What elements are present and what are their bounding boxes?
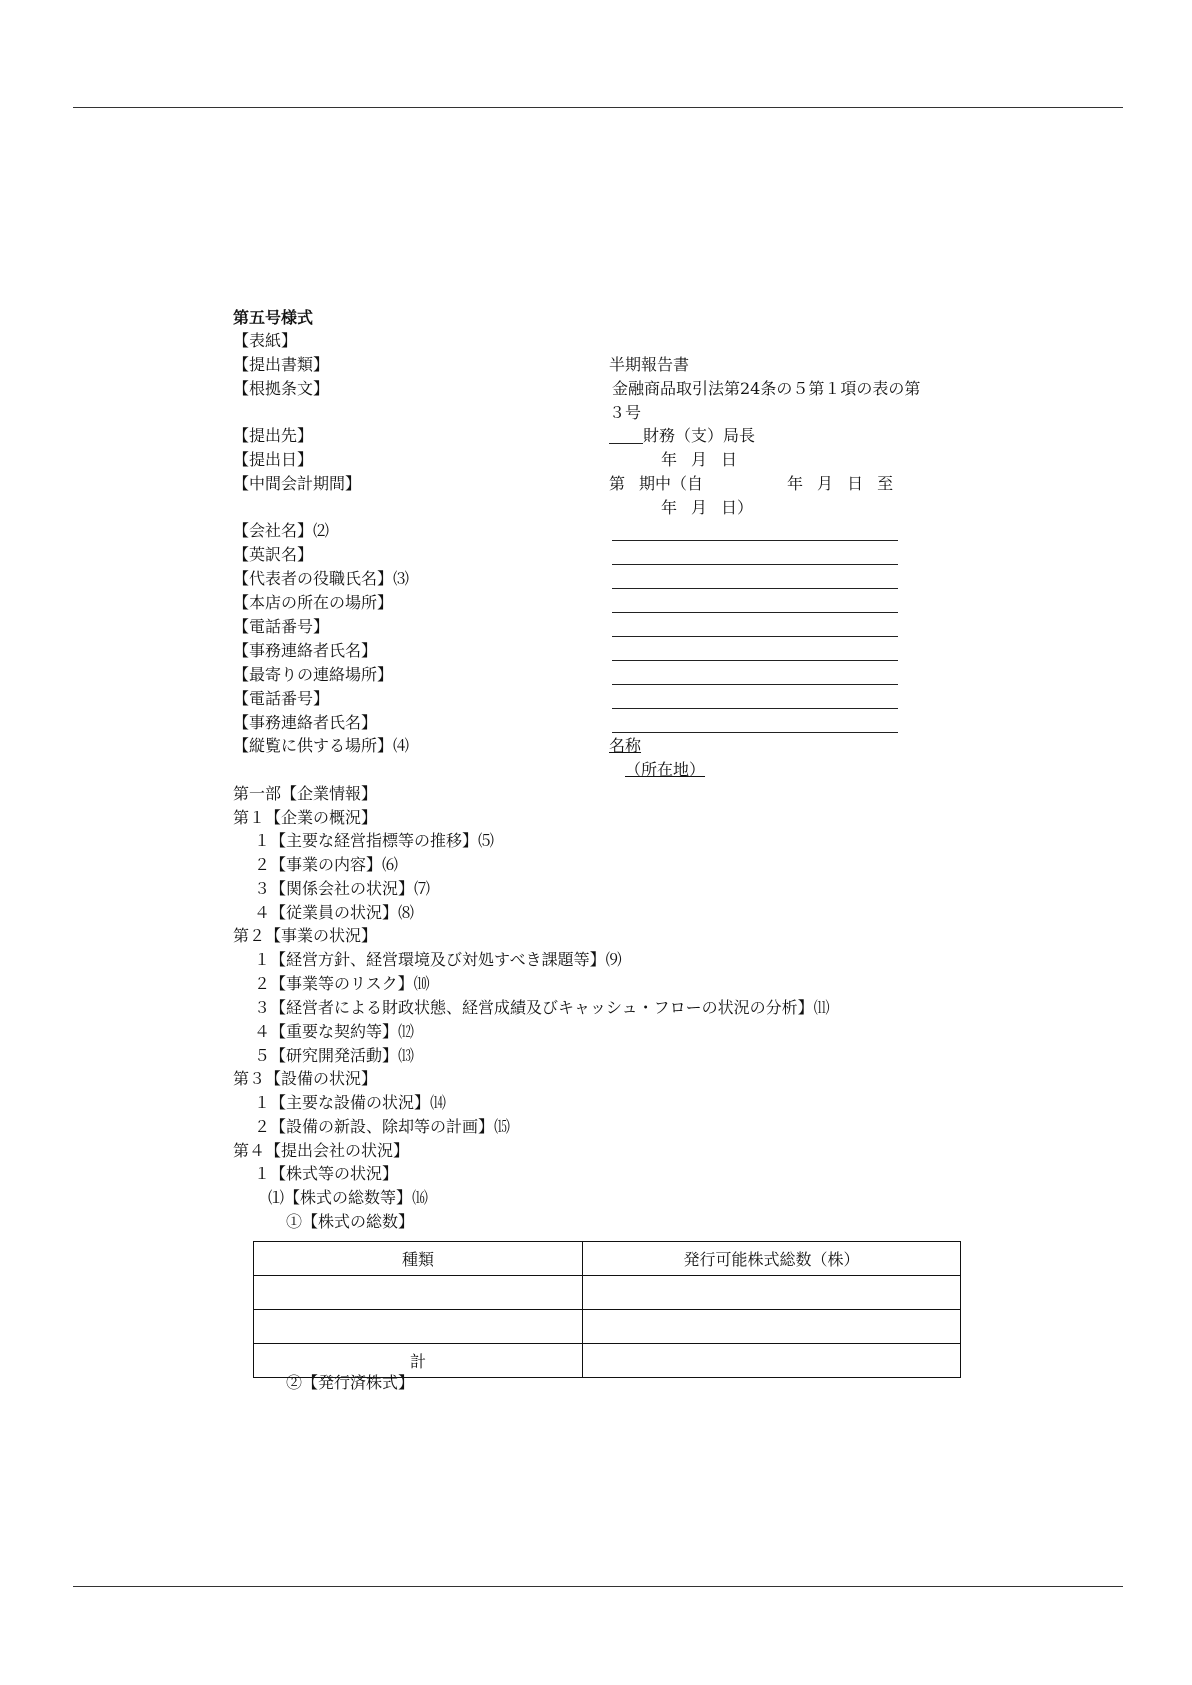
table-cell xyxy=(583,1276,961,1310)
phone-blank-2 xyxy=(612,708,898,709)
submit-date-value: 年 月 日 xyxy=(661,450,738,469)
english-name-label: 【英訳名】 xyxy=(233,545,314,564)
toc-item-4-1: １【株式等の状況】 xyxy=(254,1164,399,1183)
table-row xyxy=(254,1310,961,1344)
toc-part-1: 第一部【企業情報】 xyxy=(233,784,378,803)
toc-item-2-3: ３【経営者による財政状態、経営成績及びキャッシュ・フローの状況の分析】⑾ xyxy=(254,998,830,1017)
toc-subitem-4-1-1: ⑴【株式の総数等】⒃ xyxy=(268,1188,429,1207)
toc-item-2-5: ５【研究開発活動】⒀ xyxy=(254,1046,415,1065)
table-cell xyxy=(583,1310,961,1344)
table-row xyxy=(254,1276,961,1310)
submit-to-label: 【提出先】 xyxy=(233,426,314,445)
representative-blank xyxy=(612,588,898,589)
table-cell xyxy=(254,1276,583,1310)
phone-label: 【電話番号】 xyxy=(233,617,330,636)
total-label-cell: 計 xyxy=(254,1344,583,1378)
interim-period-end: 年 月 日） xyxy=(661,498,754,517)
toc-item-2-2: ２【事業等のリスク】⑽ xyxy=(254,974,430,993)
toc-item-1-3: ３【関係会社の状況】⑺ xyxy=(254,879,431,898)
phone-label-2: 【電話番号】 xyxy=(233,689,330,708)
contact-person-blank-2 xyxy=(612,732,898,733)
submit-to-value: 財務（支）局長 xyxy=(609,425,755,447)
head-office-blank xyxy=(612,612,898,613)
toc-subsubitem-total-shares: ①【株式の総数】 xyxy=(286,1212,415,1231)
nearest-contact-place-blank xyxy=(612,684,898,685)
basis-value-line2: ３号 xyxy=(609,403,642,422)
table-cell xyxy=(583,1344,961,1378)
contact-person-blank xyxy=(612,660,898,661)
toc-chapter-4: 第４【提出会社の状況】 xyxy=(233,1141,410,1160)
toc-item-2-4: ４【重要な契約等】⑿ xyxy=(254,1022,415,1041)
nearest-contact-place-label: 【最寄りの連絡場所】 xyxy=(233,665,394,684)
company-name-label: 【会社名】⑵ xyxy=(233,521,330,540)
inspection-place-name: 名称 xyxy=(609,736,642,755)
head-office-label: 【本店の所在の場所】 xyxy=(233,593,394,612)
toc-chapter-2: 第２【事業の状況】 xyxy=(233,926,378,945)
phone-blank xyxy=(612,636,898,637)
representative-label: 【代表者の役職氏名】⑶ xyxy=(233,569,410,588)
basis-value-line1: 金融商品取引法第24条の５第１項の表の第 xyxy=(612,379,921,398)
toc-item-3-1: １【主要な設備の状況】⒁ xyxy=(254,1093,447,1112)
english-name-blank xyxy=(612,564,898,565)
inspection-place-location: （所在地） xyxy=(625,760,706,779)
interim-period-label: 【中間会計期間】 xyxy=(233,474,362,493)
basis-label: 【根拠条文】 xyxy=(233,379,330,398)
toc-item-1-1: １【主要な経営指標等の推移】⑸ xyxy=(254,831,495,850)
header-rule xyxy=(73,107,1123,108)
footer-rule xyxy=(73,1586,1123,1587)
contact-person-label: 【事務連絡者氏名】 xyxy=(233,641,378,660)
submit-date-label: 【提出日】 xyxy=(233,450,314,469)
doc-type-label: 【提出書類】 xyxy=(233,355,330,374)
contact-person-label-2: 【事務連絡者氏名】 xyxy=(233,713,378,732)
bureau-name-blank xyxy=(609,427,643,444)
toc-item-1-4: ４【従業員の状況】⑻ xyxy=(254,903,415,922)
cover-heading: 【表紙】 xyxy=(233,331,298,350)
toc-chapter-3: 第３【設備の状況】 xyxy=(233,1069,378,1088)
company-name-blank xyxy=(612,540,898,541)
toc-chapter-1: 第１【企業の概況】 xyxy=(233,808,378,827)
form-title: 第五号様式 xyxy=(233,308,314,327)
table-header-row xyxy=(254,1242,961,1276)
toc-item-2-1: １【経営方針、経営環境及び対処すべき課題等】⑼ xyxy=(254,950,622,969)
total-shares-table xyxy=(253,1241,961,1378)
toc-item-1-2: ２【事業の内容】⑹ xyxy=(254,855,399,874)
toc-item-3-2: ２【設備の新設、除却等の計画】⒂ xyxy=(254,1117,511,1136)
header-authorized-shares: 発行可能株式総数（株） xyxy=(583,1242,961,1276)
header-share-type: 種類 xyxy=(254,1242,583,1276)
inspection-place-label: 【縦覧に供する場所】⑷ xyxy=(233,736,410,755)
table-cell xyxy=(254,1310,583,1344)
doc-type-value: 半期報告書 xyxy=(609,355,690,374)
interim-period-value: 第 期中（自 年 月 日 至 xyxy=(609,474,894,493)
issued-shares-heading: ②【発行済株式】 xyxy=(286,1373,415,1392)
